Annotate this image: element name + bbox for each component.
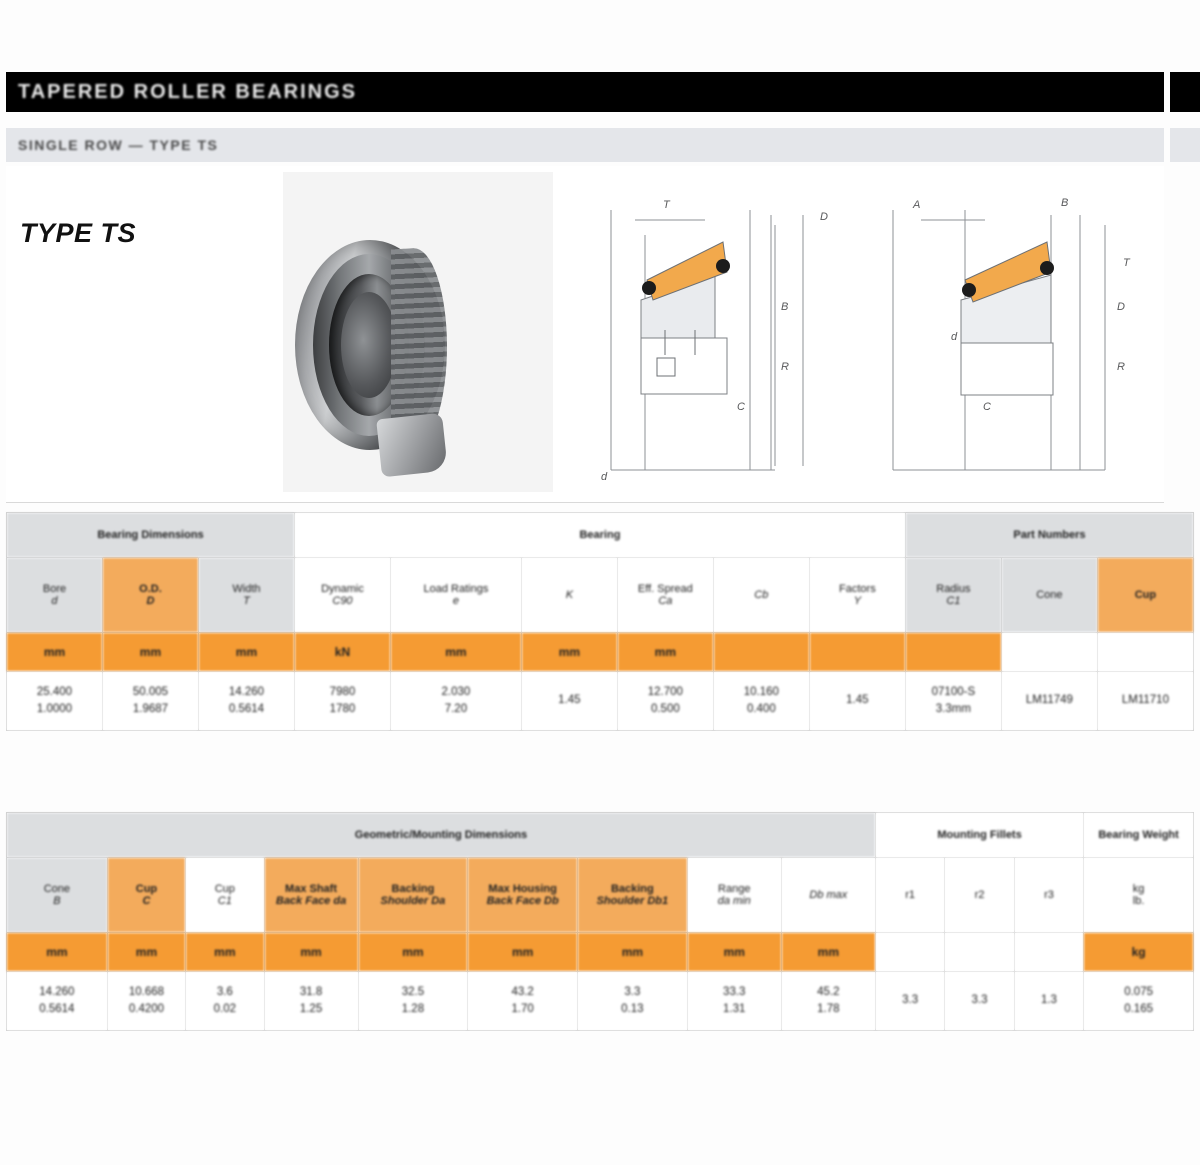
value-cone-part-number: LM11749 <box>1001 672 1097 731</box>
col-load-ratings: Load Ratings e <box>390 558 521 633</box>
svg-text:d: d <box>601 471 608 483</box>
bearing-type-label: TYPE TS <box>20 218 137 248</box>
col-dynamic: Dynamic C90 <box>294 558 390 633</box>
unit-cup-c1: mm <box>186 933 264 972</box>
svg-text:B: B <box>781 301 789 313</box>
value-k: 1.45 <box>521 672 617 731</box>
col-radius: Radius C1 <box>905 558 1001 633</box>
unit-da-min: mm <box>687 933 781 972</box>
value-radius: 07100-S 3.3mm <box>905 672 1001 731</box>
svg-text:d: d <box>951 331 958 343</box>
page-header-bar-right <box>1170 72 1200 112</box>
col-width: Width T <box>198 558 294 633</box>
table-group-row <box>7 813 1194 858</box>
unit-da: mm <box>264 933 358 972</box>
svg-text:R: R <box>1117 361 1125 373</box>
value-cup-part-number: LM11710 <box>1097 672 1193 731</box>
table-group-row <box>7 513 1194 558</box>
value-r1: 3.3 <box>875 972 944 1031</box>
value-cone-b: 14.260 0.5614 <box>7 972 108 1031</box>
table-units-row <box>7 633 1194 672</box>
value-bore: 25.400 1.0000 <box>7 672 103 731</box>
unit-cup-c: mm <box>107 933 185 972</box>
page-subheader-bar <box>6 128 1164 162</box>
table-row <box>7 672 1194 731</box>
unit-width: mm <box>198 633 294 672</box>
unit-r2 <box>945 933 1014 972</box>
unit-weight: kg <box>1084 933 1194 972</box>
bearing-cross-section-drawing-left <box>575 180 855 490</box>
unit-r3 <box>1014 933 1083 972</box>
value-dynamic: 7980 1780 <box>294 672 390 731</box>
svg-text:T: T <box>663 199 670 211</box>
value-cup-c: 10.668 0.4200 <box>107 972 185 1031</box>
col-eff-spread-cb: Cb <box>713 558 809 633</box>
unit-load: mm <box>390 633 521 672</box>
svg-text:D: D <box>820 211 828 223</box>
col-max-shaft-back-face: Max Shaft Back Face da <box>264 858 358 933</box>
group-bearing-dimensions: Bearing Dimensions <box>7 513 295 558</box>
svg-text:R: R <box>781 361 789 373</box>
value-db: 43.2 1.70 <box>468 972 578 1031</box>
unit-db-backing: mm <box>578 933 688 972</box>
col-backing-shoulder-da: Backing Shoulder Da <box>358 858 468 933</box>
value-db-max: 45.2 1.78 <box>781 972 875 1031</box>
page-header-bar <box>6 72 1164 112</box>
svg-text:C: C <box>737 401 745 413</box>
col-range-db-max: Db max <box>781 858 875 933</box>
svg-text:D: D <box>1117 301 1125 313</box>
value-da-min: 33.3 1.31 <box>687 972 781 1031</box>
col-backing-shoulder-db: Backing Shoulder Db1 <box>578 858 688 933</box>
unit-cb <box>713 633 809 672</box>
value-r3: 1.3 <box>1014 972 1083 1031</box>
col-r3: r3 <box>1014 858 1083 933</box>
col-range-da-min: Range da min <box>687 858 781 933</box>
value-cb: 10.160 0.400 <box>713 672 809 731</box>
value-y: 1.45 <box>809 672 905 731</box>
col-cup: Cup <box>1097 558 1193 633</box>
unit-cup <box>1097 633 1193 672</box>
page-subheader-title: SINGLE ROW — TYPE TS <box>18 137 219 153</box>
page-subheader-bar-right <box>1170 128 1200 162</box>
unit-bore: mm <box>7 633 103 672</box>
group-geometric-mounting-dimensions: Geometric/Mounting Dimensions <box>7 813 876 858</box>
col-cone-b: Cone B <box>7 858 108 933</box>
col-eff-spread-ca: Eff. Spread Ca <box>617 558 713 633</box>
group-bearing: Bearing <box>294 513 905 558</box>
svg-text:T: T <box>1123 257 1130 269</box>
unit-dynamic: kN <box>294 633 390 672</box>
unit-r1 <box>875 933 944 972</box>
unit-y <box>809 633 905 672</box>
col-k: K <box>521 558 617 633</box>
unit-ca: mm <box>617 633 713 672</box>
table-subheader-row <box>7 858 1194 933</box>
unit-od: mm <box>102 633 198 672</box>
bearing-dimensions-table <box>6 512 1194 731</box>
col-max-housing-back-face: Max Housing Back Face Db <box>468 858 578 933</box>
tapered-roller-bearing-photo <box>295 240 445 460</box>
unit-db-max: mm <box>781 933 875 972</box>
svg-text:B: B <box>1061 197 1069 209</box>
unit-k: mm <box>521 633 617 672</box>
col-cup-c: Cup C <box>107 858 185 933</box>
group-mounting-fillets: Mounting Fillets <box>875 813 1083 858</box>
value-r2: 3.3 <box>945 972 1014 1031</box>
table-units-row <box>7 933 1194 972</box>
table-row <box>7 972 1194 1031</box>
unit-cone-b: mm <box>7 933 108 972</box>
col-od: O.D. D <box>102 558 198 633</box>
svg-text:C: C <box>983 401 991 413</box>
col-cone: Cone <box>1001 558 1097 633</box>
unit-radius <box>905 633 1001 672</box>
value-da: 31.8 1.25 <box>264 972 358 1031</box>
group-bearing-weight: Bearing Weight <box>1084 813 1194 858</box>
value-da-backing: 32.5 1.28 <box>358 972 468 1031</box>
bearing-cross-section-drawing-right <box>865 180 1145 490</box>
value-width: 14.260 0.5614 <box>198 672 294 731</box>
col-weight: kg lb. <box>1084 858 1194 933</box>
unit-db: mm <box>468 933 578 972</box>
mounting-dimensions-table <box>6 812 1194 1031</box>
value-weight: 0.075 0.165 <box>1084 972 1194 1031</box>
col-r1: r1 <box>875 858 944 933</box>
unit-da-backing: mm <box>358 933 468 972</box>
page-header-title: TAPERED ROLLER BEARINGS <box>18 80 357 103</box>
value-cup-c1: 3.6 0.02 <box>186 972 264 1031</box>
col-factors: Factors Y <box>809 558 905 633</box>
unit-cone <box>1001 633 1097 672</box>
value-db-backing: 3.3 0.13 <box>578 972 688 1031</box>
svg-text:A: A <box>913 199 921 211</box>
table-subheader-row <box>7 558 1194 633</box>
value-ca: 12.700 0.500 <box>617 672 713 731</box>
value-od: 50.005 1.9687 <box>102 672 198 731</box>
col-cup-c1: Cup C1 <box>186 858 264 933</box>
col-r2: r2 <box>945 858 1014 933</box>
col-bore: Bore d <box>7 558 103 633</box>
value-load: 2.030 7.20 <box>390 672 521 731</box>
group-part-numbers: Part Numbers <box>905 513 1193 558</box>
